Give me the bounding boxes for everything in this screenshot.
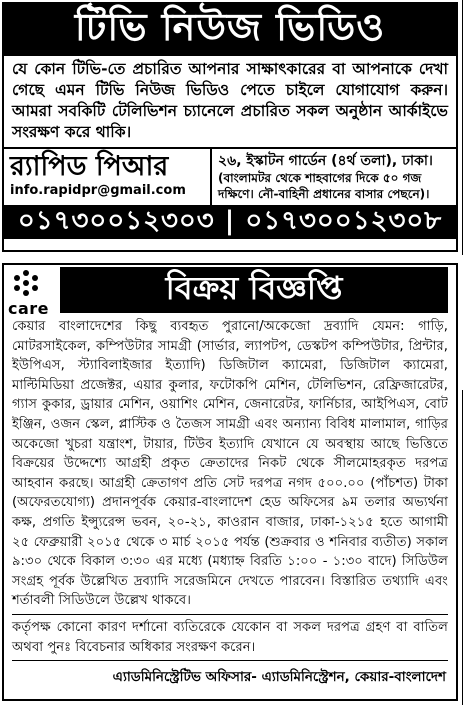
address-line-1: ২৬, ইস্কাটন গার্ডেন (৪র্থ তলা), ঢাকা। [218,153,433,169]
tv-news-video-ad [2,2,458,252]
divider [12,660,448,661]
ad2-title: বিক্রয় বিজ্ঞপ্তি [60,267,448,313]
company-email: info.rapidpr@gmail.com [10,183,186,198]
ad2-header [4,265,456,317]
phone-numbers: ০১৭৩০০১২৩০৩ | ০১৭৩০০১২৩০৮ [4,205,456,239]
ad2-paragraph-2: কর্তৃপক্ষ কোনো কারণ দর্শানো ব্যতিরেকে যেকোন বা সকল দরপত্র গ্রহণ বা বাতিল অথবা পুনঃ বিবেচনার অধিকার সংরক্ষণ করেন। [12,619,448,655]
ad1-body-text: যে কোন টিভি-তে প্রচারিত আপনার সাক্ষাৎকারের বা আপনাকে দেখা গেছে এমন টিভি নিউজ ভিডিও পেতে চাইলে যোগাযোগ করুন। আমরা সবকিটি টেলিভিশন চ্যানেলে প্রচারিত সকল অনুষ্ঠান আর্কাইভে সংরক্ষণ করে থাকি। [12,60,448,141]
company-name: র‌্যাপিড পিআর [10,151,169,182]
ad1-company-block [4,149,212,205]
company-address [212,149,456,205]
ad1-title: টিভি নিউজ ভিডিও [4,4,456,56]
divider [12,614,448,615]
care-logo-text: care [8,299,50,318]
sale-notice-ad [2,263,458,701]
address-line-2: (বাংলামটর থেকে শাহবাগের দিকে ৫০ গজ দক্ষিণে। নৌ-বাহিনী প্রধানের বাসার পেছনে)। [218,171,430,201]
care-logo [4,265,54,318]
ad2-signature: এ্যাডমিনিস্ট্রেটিভ অফিসার- এ্যাডমিনিস্ট্রেশন, কেয়ার-বাংলাদেশ [112,669,446,686]
ad2-body [4,317,456,661]
ad2-paragraph-1: কেয়ার বাংলাদেশের কিছু ব্যবহৃত পুরানো/অকেজো দ্রব্যাদি যেমন: গাড়ি, মোটরসাইকেল, কম্পিউটার সামগ্রী (সার্ভার, ল্যাপটপ, ডেস্কটপ কম্পিউটার, প্রিন্টার, ইউপিএস, স্ট্যাবিলাইজার ইত্যাদি) ডিজিটাল ক্যামেরা, ডিজিটাল ক্যামেরা, মাল্টিমিডিয়া প্রজেক্টর, এয়ার কুলার, ফটোকপি মেশিন, টেলিভিশন, রেফ্রিজারেটর, গ্যাস কুকার, ড্রায়ার মেশিন, ওয়াশিং মেশিন, জেনারেটর, ফার্নিচার, আইপিএস, বোট ইঞ্জিন, ওজন স্কেল, প্লাস্টিক ও তৈজস সামগ্রী এবং অন্যান্য বিবিধ মালামাল, গাড়ির অকেজো খুচরা যন্ত্রাংশ, টায়ার, টিউব ইত্যাদি যেখানে যে অবস্থায় আছে ভিত্তিতে বিক্রয়ের উদ্দেশ্যে আগ্রহী প্রকৃত ক্রেতাদের নিকট থেকে সীলমোহরকৃত দরপত্র আহবান করছে। আগ্রহী ক্রেতাগণ প্রতি সেট দরপত্র নগদ ৫০০.০০ (পাঁচশত) টাকা (অফেরতযোগ্য) প্রদানপূর্বক কেয়ার-বাংলাদেশ হেড অফিসের ৯ম তলার অভ্যর্থনা কক্ষ, প্রগতি ইন্স্যুরেন্স ভবন, ২০-২১, কাওরান বাজার, ঢাকা-১২১৫ হতে আগামী ২৫ ফেব্রুয়ারী ২০১৫ থেকে ৩ মার্চ ২০১৫ পর্যন্ত (শুক্রবার ও শনিবার ব্যতীত) সকাল ৯:৩০ থেকে বিকাল ৩:৩০ এর মধ্যে (মধ্যাহ্ন বিরতি ১:০০ - ১:৩০ বাদে) সিডিউল সংগ্রহ পূর্বক উল্লেখিত দ্রব্যাদি সরেজমিনে দেখতে পারবেন। বিস্তারিত তথ্যাদি এবং শর্তাবলী সিডিউলে উল্লেখ থাকবে। [12,319,448,609]
ad1-contact-row [4,147,456,205]
care-logo-icon [8,269,44,297]
page-edge-line [462,390,463,705]
page-edge-line [462,0,463,255]
